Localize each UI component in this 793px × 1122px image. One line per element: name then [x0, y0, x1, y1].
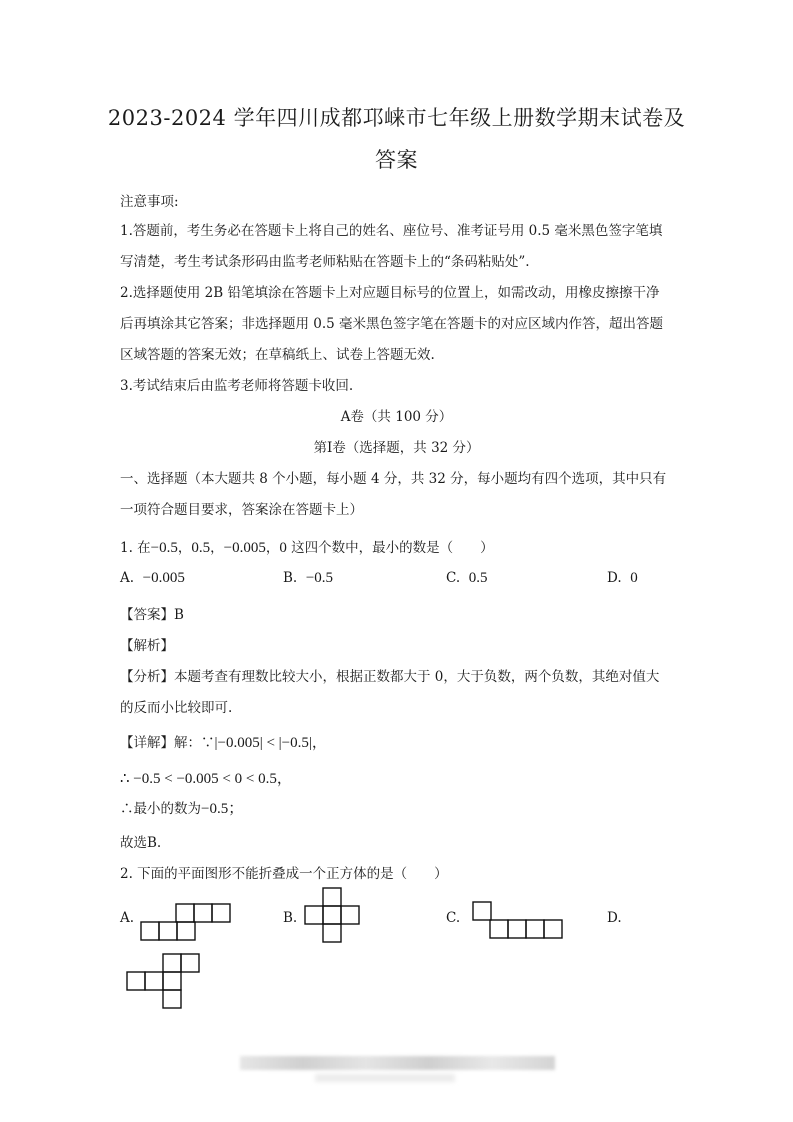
section-1-heading: 第Ⅰ卷（选择题，共 32 分） — [313, 440, 480, 456]
q1-option-a-label: A. — [120, 570, 135, 586]
q1-choose: 故选B. — [120, 835, 162, 851]
q1-therefore-2 — [120, 797, 243, 818]
q1-option-d-label: D. — [607, 570, 622, 586]
q1-number-1: −0.5 — [150, 540, 178, 556]
q2-option-a-label: A. — [120, 910, 135, 926]
q1-option-d-value: 0 — [630, 570, 638, 586]
notice-item-2b: 后再填涂其它答案；非选择题用 0.5 毫米黑色签字笔在答题卡的对应区域内作答，超出答题 — [120, 316, 664, 332]
doc-title-line1: 2023-2024 学年四川成都邛崃市七年级上册数学期末试卷及 — [107, 106, 686, 130]
part1-instruction-a: 一、选择题（本大题共 8 个小题，每小题 4 分，共 32 分，每小题均有四个选项，其中只有 — [120, 471, 667, 487]
blurred-footer-watermark — [240, 1056, 555, 1070]
net-figure-a — [140, 903, 232, 943]
notice-heading: 注意事项: — [120, 194, 179, 210]
q1-option-c-value: 0.5 — [468, 570, 488, 586]
notice-item-1b: 写清楚，考生考试条形码由监考老师粘贴在答题卡上的“条码粘贴处”. — [120, 254, 530, 270]
q1-therefore-2-value: −0.5； — [201, 801, 244, 817]
net-figure-b — [304, 887, 364, 945]
q1-option-d — [607, 570, 638, 587]
q1-detail-prefix: 【详解】解：∵ — [120, 735, 215, 751]
q1-number-2: 0.5 — [191, 540, 211, 556]
q1-number-3: −0.005 — [223, 540, 266, 556]
section-a-heading: A卷（共 100 分） — [340, 409, 453, 425]
q1-sep-3: ， — [265, 540, 280, 556]
q1-therefore-2-text: ∴最小的数为 — [120, 801, 201, 817]
q1-suffix: 这四个数中，最小的数是（ ） — [291, 540, 494, 556]
q1-analysis-heading: 【解析】 — [120, 638, 174, 654]
net-figure-c — [472, 901, 564, 941]
q1-analysis-line-a: 【分析】本题考查有理数比较大小，根据正数都大于 0，大于负数，两个负数，其绝对值大 — [120, 669, 660, 685]
q1-analysis-line-b: 的反而小比较即可. — [120, 700, 233, 716]
q1-option-b — [283, 570, 333, 587]
q2-option-b-label: B. — [283, 910, 298, 926]
notice-item-1a: 1.答题前，考生务必在答题卡上将自己的姓名、座位号、准考证号用 0.5 毫米黑色签字笔填 — [120, 223, 663, 239]
q1-sep-1: ， — [177, 540, 192, 556]
q1-sep-2: ， — [210, 540, 224, 556]
q2-option-c-label: C. — [446, 910, 461, 926]
q1-detail — [120, 731, 327, 752]
notice-item-2c: 区域答题的答案无效；在草稿纸上、试卷上答题无效. — [120, 347, 435, 363]
notice-item-3: 3.考试结束后由监考老师将答题卡收回. — [120, 378, 354, 394]
q1-number-4: 0 — [279, 540, 287, 556]
q2-option-d-label: D. — [607, 910, 622, 926]
q1-option-b-label: B. — [283, 570, 298, 586]
doc-title-line2: 答案 — [375, 148, 418, 172]
question-1-stem — [120, 536, 494, 557]
q1-option-c — [446, 570, 487, 587]
part1-instruction-b: 一项符合题目要求，答案涂在答题卡上） — [120, 502, 363, 518]
q1-option-b-value: −0.5 — [305, 570, 334, 586]
notice-item-2a: 2.选择题使用 2B 铅笔填涂在答题卡上对应题目标号的位置上，如需改动，用橡皮擦擦干净 — [120, 285, 660, 301]
q1-therefore-1: ∴ −0.5 < −0.005 < 0 < 0.5， — [120, 771, 292, 787]
question-2-stem: 2. 下面的平面图形不能折叠成一个正方体的是（ ） — [120, 866, 448, 882]
q1-answer: 【答案】B — [120, 607, 184, 623]
q1-detail-expression: |−0.005| < |−0.5|， — [214, 735, 327, 751]
q1-option-a — [120, 570, 185, 587]
q1-prefix: 1. 在 — [120, 540, 151, 556]
q1-option-c-label: C. — [446, 570, 461, 586]
net-figure-d — [126, 953, 202, 1009]
blurred-footer-watermark-2 — [315, 1074, 455, 1082]
q1-option-a-value: −0.005 — [142, 570, 185, 586]
